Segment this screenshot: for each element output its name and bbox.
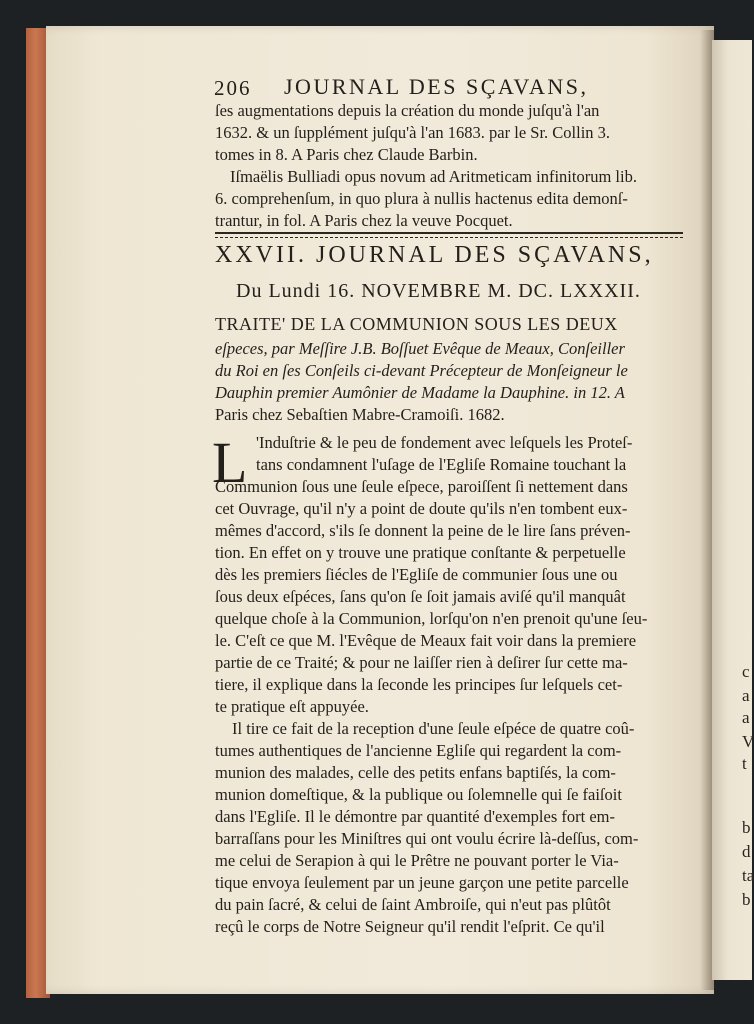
text-line: dès les premiers ſiécles de l'Egliſe de communier ſous une ou bbox=[215, 565, 618, 584]
facing-fragment: ta bbox=[742, 866, 754, 885]
running-title: JOURNAL DES SÇAVANS, bbox=[284, 74, 589, 99]
text-line: reçû le corps de Notre Seigneur qu'il rendit l'eſprit. Ce qu'il bbox=[215, 917, 605, 936]
section-title: XXVII. JOURNAL DES SÇAVANS, bbox=[215, 242, 654, 268]
book-title-line: eſpeces, par Meſſire J.B. Boſſuet Evêque de Meaux, Conſeiller bbox=[215, 339, 625, 358]
drop-cap: L bbox=[212, 430, 248, 495]
facing-fragment: b bbox=[742, 818, 751, 837]
text-line: Iſmaëlis Bulliadi opus novum ad Aritmeticam infinitorum lib. bbox=[230, 167, 637, 186]
text-line: tans condamnent l'uſage de l'Egliſe Romaine touchant la bbox=[256, 455, 627, 474]
facing-fragment: t bbox=[742, 754, 747, 773]
text-line: quelque choſe à la Communion, lorſqu'on n'en prenoit qu'une ſeu- bbox=[215, 609, 648, 628]
text-line: tumes authentiques de l'ancienne Egliſe qui regardent la com- bbox=[215, 741, 622, 760]
text-line: me celui de Serapion à qui le Prêtre ne pouvant porter le Via- bbox=[215, 851, 619, 870]
page-number: 206 bbox=[214, 76, 252, 100]
book-title-line: Dauphin premier Aumônier de Madame la Dauphine. in 12. A bbox=[215, 383, 625, 402]
text-line: trantur, in fol. A Paris chez la veuve Pocquet. bbox=[215, 211, 513, 230]
section-rule-dashed bbox=[215, 237, 683, 238]
text-line: tique envoya ſeulement par un jeune garçon une petite parcelle bbox=[215, 873, 629, 892]
facing-fragment: c bbox=[742, 662, 750, 681]
text-line: barraſſans pour les Miniſtres qui ont voulu écrire là-deſſus, com- bbox=[215, 829, 639, 848]
book-title-line: Paris chez Sebaſtien Mabre-Cramoiſi. 1682. bbox=[215, 405, 505, 424]
facing-fragment: b bbox=[742, 890, 751, 909]
text-line: 6. comprehenſum, in quo plura à nullis hactenus edita demonſ- bbox=[215, 189, 628, 208]
book-title-line: du Roi en ſes Conſeils ci-devant Précepteur de Monſeigneur le bbox=[215, 361, 628, 380]
text-line: tion. En effet on y trouve une pratique conſtante & perpetuelle bbox=[215, 543, 626, 562]
text-line: ſous deux eſpéces, ſans qu'on ſe ſoit jamais aviſé qu'il manquât bbox=[215, 587, 626, 606]
section-rule bbox=[215, 232, 683, 234]
text-line: munion domeſtique, & la publique ou ſolemnelle qui ſe faiſoit bbox=[215, 785, 622, 804]
text-line: 1632. & un ſupplément juſqu'à l'an 1683. par le Sr. Collin 3. bbox=[215, 123, 611, 142]
text-line: Communion ſous une ſeule eſpece, paroiſſent ſi nettement dans bbox=[215, 477, 628, 496]
facing-fragment: V bbox=[742, 732, 754, 751]
text-line: 'Induſtrie & le peu de fondement avec leſquels les Proteſ- bbox=[256, 433, 633, 452]
facing-page bbox=[712, 40, 752, 980]
text-line: partie de ce Traité; & pour ne laiſſer rien à deſirer ſur cette ma- bbox=[215, 653, 628, 672]
text-line: tomes in 8. A Paris chez Claude Barbin. bbox=[215, 145, 478, 164]
text-line: du pain ſacré, & celui de ſaint Ambroiſe, qui n'eut pas plûtôt bbox=[215, 895, 611, 914]
text-line: munion des malades, celle des petits enfans baptiſés, la com- bbox=[215, 763, 616, 782]
text-line: le. C'eſt ce que M. l'Evêque de Meaux fait voir dans la premiere bbox=[215, 631, 637, 650]
book-title-line: TRAITE' DE LA COMMUNION SOUS LES DEUX bbox=[215, 314, 618, 334]
text-line: cet Ouvrage, qu'il n'y a point de doute qu'ils n'en tombent eux- bbox=[215, 499, 628, 518]
facing-fragment: d bbox=[742, 842, 751, 861]
text-line: dans l'Egliſe. Il le démontre par quantité d'exemples fort em- bbox=[215, 807, 615, 826]
issue-date: Du Lundi 16. NOVEMBRE M. DC. LXXXII. bbox=[236, 280, 641, 302]
text-line: te pratique eſt appuyée. bbox=[215, 697, 369, 716]
text-line: ſes augmentations depuis la création du monde juſqu'à l'an bbox=[215, 101, 600, 120]
text-line: tiere, il explique dans la ſeconde les principes ſur leſquels cet- bbox=[215, 675, 623, 694]
text-line: Il tire ce fait de la reception d'une ſeule eſpéce de quatre coû- bbox=[232, 719, 635, 738]
facing-fragment: a bbox=[742, 686, 750, 705]
facing-fragment: a bbox=[742, 708, 750, 727]
text-line: mêmes d'accord, s'ils ſe donnent la peine de le lire ſans préven- bbox=[215, 521, 631, 540]
